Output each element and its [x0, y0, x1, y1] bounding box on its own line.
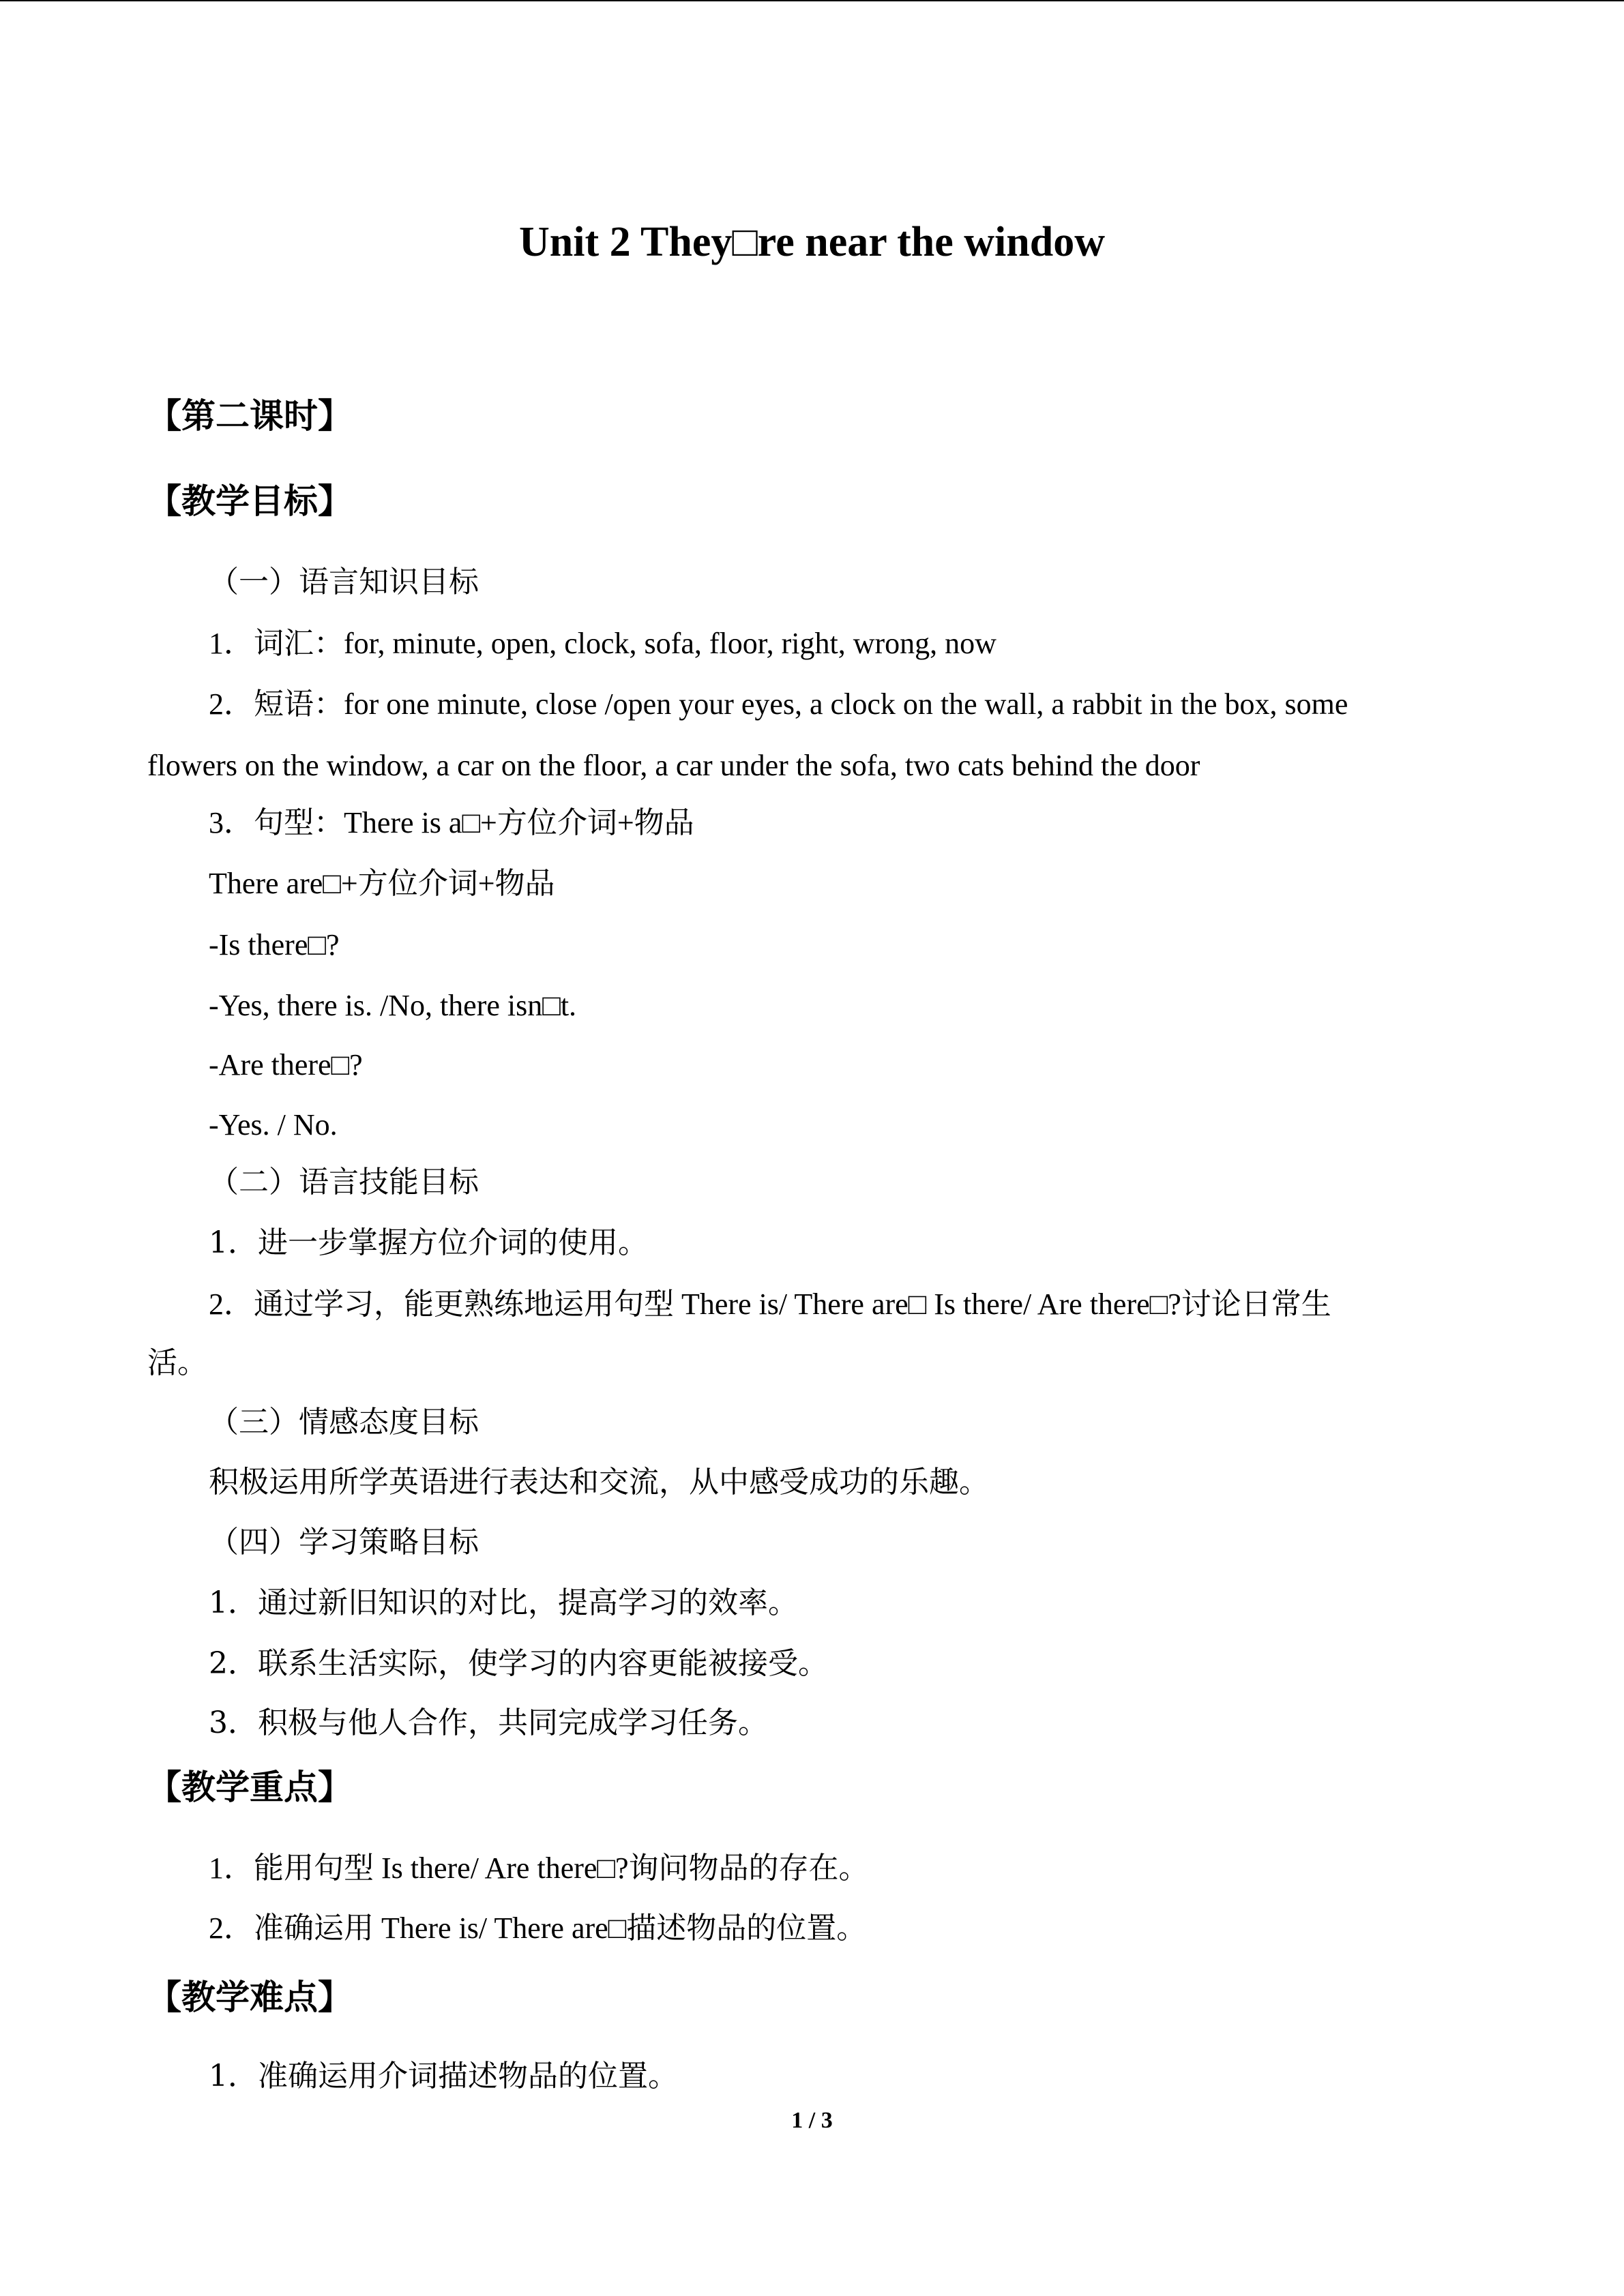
sentence-pattern-line-3: -Is there□?	[209, 928, 340, 961]
difficulties-heading: 【教学难点】	[147, 1978, 352, 2017]
lesson-heading: 【第二课时】	[147, 396, 352, 436]
sentence-pattern-line-6: -Yes. / No.	[209, 1108, 338, 1142]
strategy-objectives-title: （四）学习策略目标	[209, 1525, 479, 1560]
page-number: 1 / 3	[791, 2108, 833, 2133]
skills-objectives-title: （二）语言技能目标	[209, 1165, 479, 1199]
difficulty-item-1: 1．准确运用介词描述物品的位置。	[209, 2059, 678, 2093]
strategy-item-3: 3．积极与他人合作，共同完成学习任务。	[209, 1705, 768, 1740]
sentence-pattern-line-5: -Are there□?	[209, 1048, 363, 1082]
vocabulary-line: 1．词汇：for, minute, open, clock, sofa, floor, right, wrong, now	[209, 627, 996, 660]
document-title: Unit 2 They□re near the window	[518, 219, 1105, 265]
skill-item-1: 1．进一步掌握方位介词的使用。	[209, 1225, 648, 1260]
skill-item-2-line-2: 活。	[147, 1345, 207, 1380]
sentence-pattern-line-2: There are□+方位介词+物品	[209, 867, 555, 900]
skill-item-2-line-1: 2．通过学习，能更熟练地运用句型 There is/ There are□ Is there/ Are there□?讨论日常生	[209, 1287, 1331, 1321]
key-point-item-2: 2．准确运用 There is/ There are□描述物品的位置。	[209, 1911, 867, 1945]
strategy-item-1: 1．通过新旧知识的对比，提高学习的效率。	[209, 1585, 798, 1620]
attitude-objectives-title: （三）情感态度目标	[209, 1405, 479, 1440]
objectives-heading: 【教学目标】	[147, 481, 352, 521]
strategy-item-2: 2．联系生活实际，使学习的内容更能被接受。	[209, 1646, 828, 1681]
phrases-line-2: flowers on the window, a car on the floor, a car under the sofa, two cats behind the door	[147, 749, 1200, 782]
sentence-pattern-line-4: -Yes, there is. /No, there isn□t.	[209, 989, 577, 1022]
phrases-line-1: 2．短语：for one minute, close /open your eyes, a clock on the wall, a rabbit in the box, some	[209, 687, 1348, 721]
key-points-heading: 【教学重点】	[147, 1768, 352, 1807]
sentence-pattern-line-1: 3．句型：There is a□+方位介词+物品	[209, 806, 694, 839]
attitude-item-1: 积极运用所学英语进行表达和交流，从中感受成功的乐趣。	[209, 1465, 989, 1500]
knowledge-objectives-title: （一）语言知识目标	[209, 565, 479, 599]
key-point-item-1: 1．能用句型 Is there/ Are there□?询问物品的存在。	[209, 1851, 869, 1885]
